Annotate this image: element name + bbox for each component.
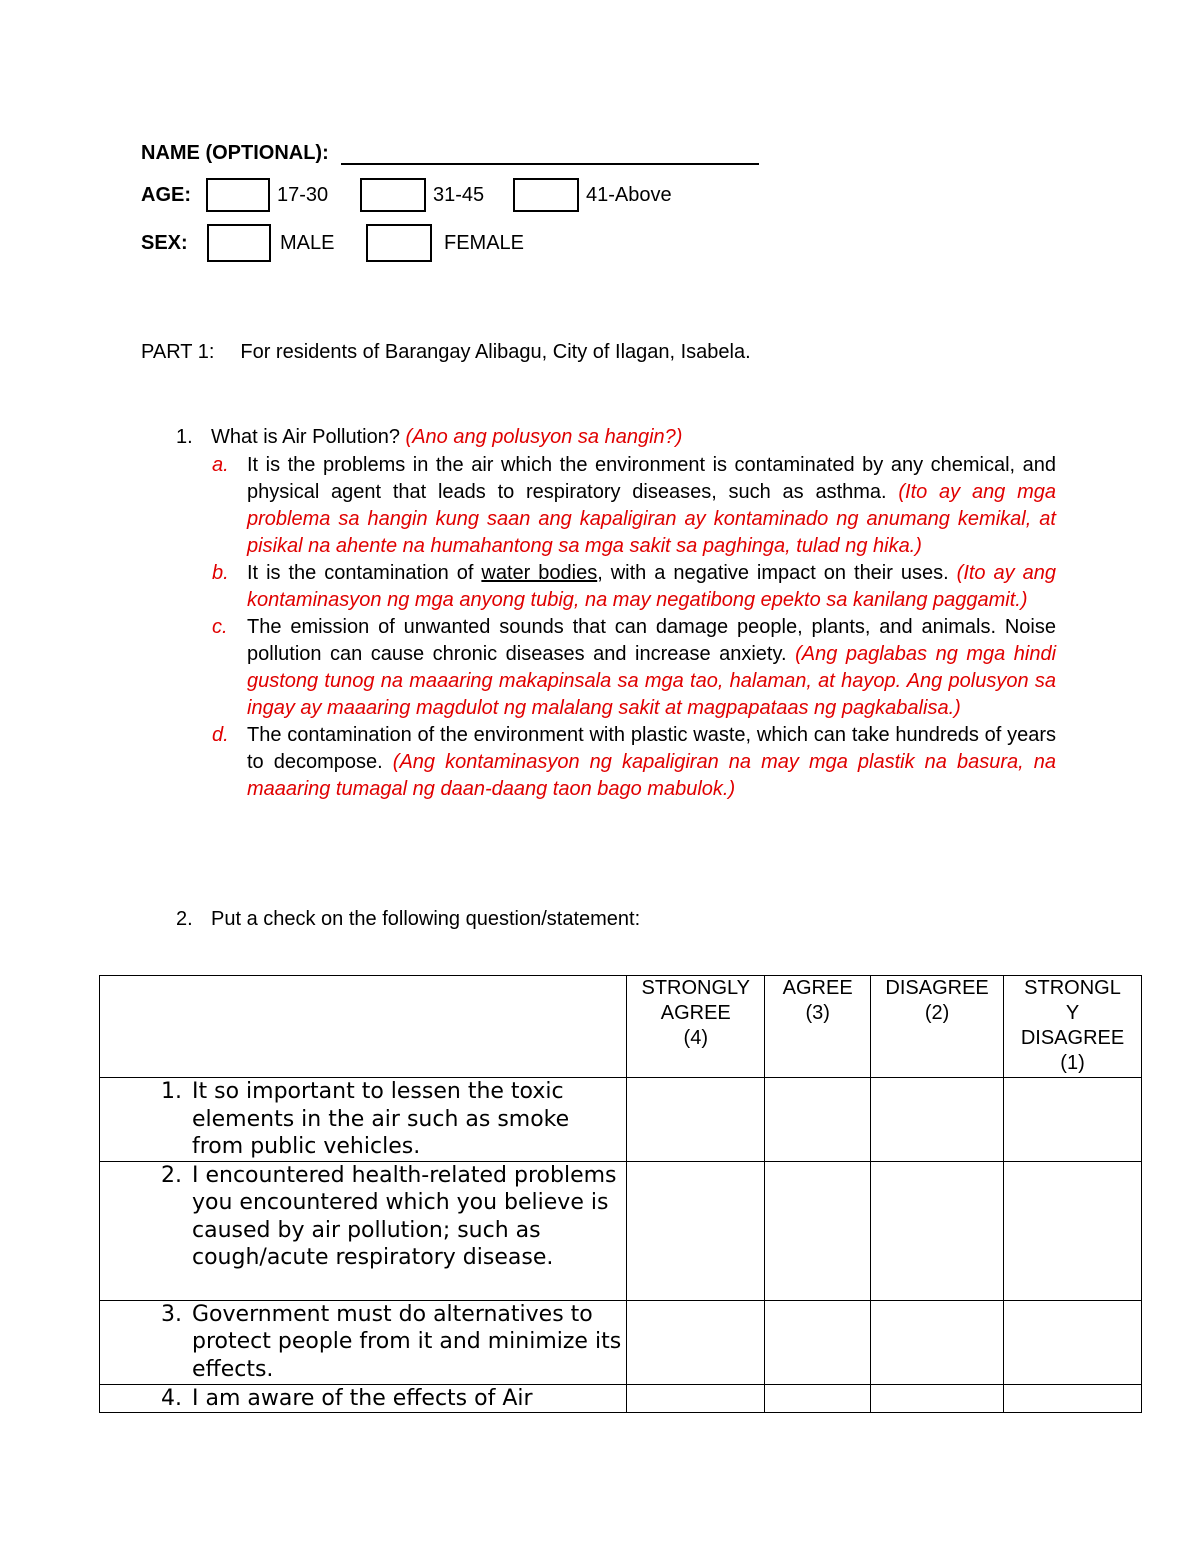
choice-d-text: The contamination of the environment with plastic waste, which can take hundreds of years to decompose.: [247, 724, 1056, 773]
table-header-row: [100, 976, 1142, 1078]
name-input-line[interactable]: [341, 143, 759, 165]
header-line: AGREE: [660, 1002, 731, 1024]
choice-c-translation: (Ang paglabas ng mga hindi gustong tunog na maaaring makapinsala sa mga tao, halaman, at hayop. Ang polusyon sa ingay ay maaaring magdulot ng malalang sakit at magpapataas ng pagkabalisa.): [247, 643, 1057, 719]
header-strongly-agree: [627, 976, 765, 1078]
header-line: (3): [805, 1002, 830, 1024]
likert-table: [99, 975, 1142, 1413]
choice-a[interactable]: [212, 452, 1056, 560]
question-1-number: 1.: [176, 426, 193, 448]
sex-checkbox-female[interactable]: [366, 224, 432, 262]
header-line: DISAGREE: [1020, 1027, 1125, 1049]
header-line: STRONGLY: [641, 977, 751, 999]
choice-d-letter: d.: [212, 724, 229, 746]
age-checkbox-31-45[interactable]: [360, 178, 426, 212]
sex-option-male: MALE: [280, 231, 335, 254]
table-row: [100, 1078, 1142, 1162]
question-2-text: Put a check on the following question/statement:: [211, 908, 641, 930]
statement-number: 4.: [161, 1385, 182, 1411]
statement-number: 2.: [161, 1162, 182, 1188]
choice-b-letter: b.: [212, 562, 229, 584]
age-checkbox-17-30[interactable]: [206, 178, 270, 212]
sex-option-female: FEMALE: [444, 231, 525, 254]
choice-b-translation: (Ito ay ang kontaminasyon ng mga anyong tubig, na may negatibong epekto sa kanilang paggamit.): [247, 562, 1056, 611]
cell-disagree[interactable]: [871, 1161, 1004, 1300]
choice-d-translation: (Ang kontaminasyon ng kapaligiran na may mga plastik na basura, na maaaring tumagal ng daan-daang taon bago mabulok.): [247, 751, 1056, 800]
question-1: [176, 426, 682, 449]
header-line: (1): [1060, 1052, 1085, 1074]
statement-cell: [100, 1384, 627, 1413]
statement-number: 1.: [161, 1079, 182, 1104]
header-line: (4): [683, 1027, 708, 1049]
choice-b-text-before: It is the contamination of: [247, 562, 474, 584]
cell-agree[interactable]: [765, 1161, 871, 1300]
statement-text: I am aware of the effects of Air: [192, 1385, 533, 1411]
cell-strongly-disagree[interactable]: [1004, 1161, 1142, 1300]
cell-strongly-disagree[interactable]: [1004, 1300, 1142, 1384]
part1-description: For residents of Barangay Alibagu, City of Ilagan, Isabela.: [240, 341, 751, 363]
sex-row: [141, 224, 524, 262]
choice-c-text: The emission of unwanted sounds that can damage people, plants, and animals. Noise pollution can cause chronic diseases and increase anxiety.: [247, 616, 1056, 665]
age-option-41-above: 41-Above: [586, 183, 672, 206]
question-1-translation: (Ano ang polusyon sa hangin?): [405, 426, 683, 448]
header-line: AGREE: [782, 977, 853, 999]
age-row: [141, 178, 672, 212]
cell-agree[interactable]: [765, 1300, 871, 1384]
question-2-number: 2.: [176, 908, 193, 930]
sex-checkbox-male[interactable]: [207, 224, 271, 262]
choice-c[interactable]: [212, 614, 1056, 722]
cell-strongly-agree[interactable]: [627, 1384, 765, 1413]
statement-text: Government must do alternatives to protect people from it and minimize its effects.: [192, 1301, 622, 1382]
header-line: DISAGREE: [885, 977, 989, 999]
header-agree: [765, 976, 871, 1078]
cell-agree[interactable]: [765, 1078, 871, 1162]
part1-label: PART 1:: [141, 341, 215, 363]
cell-strongly-agree[interactable]: [627, 1078, 765, 1162]
cell-strongly-agree[interactable]: [627, 1161, 765, 1300]
cell-strongly-agree[interactable]: [627, 1300, 765, 1384]
table-row: [100, 1384, 1142, 1413]
age-label: AGE:: [141, 183, 191, 206]
question-1-text: What is Air Pollution?: [211, 426, 400, 448]
choice-c-letter: c.: [212, 616, 228, 638]
question-2: [176, 908, 640, 931]
name-label: NAME (OPTIONAL):: [141, 142, 329, 164]
statement-text: It so important to lessen the toxic elements in the air such as smoke from public vehicles.: [192, 1079, 570, 1159]
cell-disagree[interactable]: [871, 1384, 1004, 1413]
header-disagree: [871, 976, 1004, 1078]
statement-cell: [100, 1078, 627, 1162]
statement-cell: [100, 1300, 627, 1384]
sex-label: SEX:: [141, 231, 188, 254]
cell-agree[interactable]: [765, 1384, 871, 1413]
choice-d[interactable]: [212, 722, 1056, 803]
choice-b[interactable]: [212, 560, 1056, 614]
name-row: [141, 142, 759, 165]
statement-text: I encountered health-related problems you encountered which you believe is caused by air pollution; such as cough/acute respiratory disease.: [192, 1162, 617, 1270]
choice-a-letter: a.: [212, 454, 229, 476]
age-option-17-30: 17-30: [277, 183, 329, 206]
cell-strongly-disagree[interactable]: [1004, 1078, 1142, 1162]
statement-number: 3.: [161, 1301, 182, 1327]
header-strongly-disagree: [1004, 976, 1142, 1078]
table-row: [100, 1300, 1142, 1384]
table-row: [100, 1161, 1142, 1300]
table-header-blank: [100, 976, 627, 1078]
part1-heading: [141, 341, 751, 364]
statement-cell: [100, 1161, 627, 1300]
choice-a-text: It is the problems in the air which the environment is contaminated by any chemical, and physical agent that leads to respiratory diseases, such as asthma.: [247, 454, 1056, 503]
age-option-31-45: 31-45: [433, 183, 485, 206]
header-line: STRONGL: [1024, 977, 1121, 999]
header-line: Y: [1065, 1002, 1080, 1024]
choice-b-text-after: , with a negative impact on their uses.: [597, 562, 949, 584]
cell-disagree[interactable]: [871, 1300, 1004, 1384]
question-1-choices: [212, 452, 1056, 803]
cell-disagree[interactable]: [871, 1078, 1004, 1162]
header-line: (2): [924, 1002, 950, 1024]
age-checkbox-41-above[interactable]: [513, 178, 579, 212]
cell-strongly-disagree[interactable]: [1004, 1384, 1142, 1413]
choice-b-text-underlined: water bodies: [481, 562, 598, 584]
choice-a-translation: (Ito ay ang mga problema sa hangin kung saan ang kapaligiran ay kontaminado ng anumang kemikal, at pisikal na ahente na humahantong sa mga sakit sa paghinga, tulad ng hika.): [247, 481, 1056, 557]
